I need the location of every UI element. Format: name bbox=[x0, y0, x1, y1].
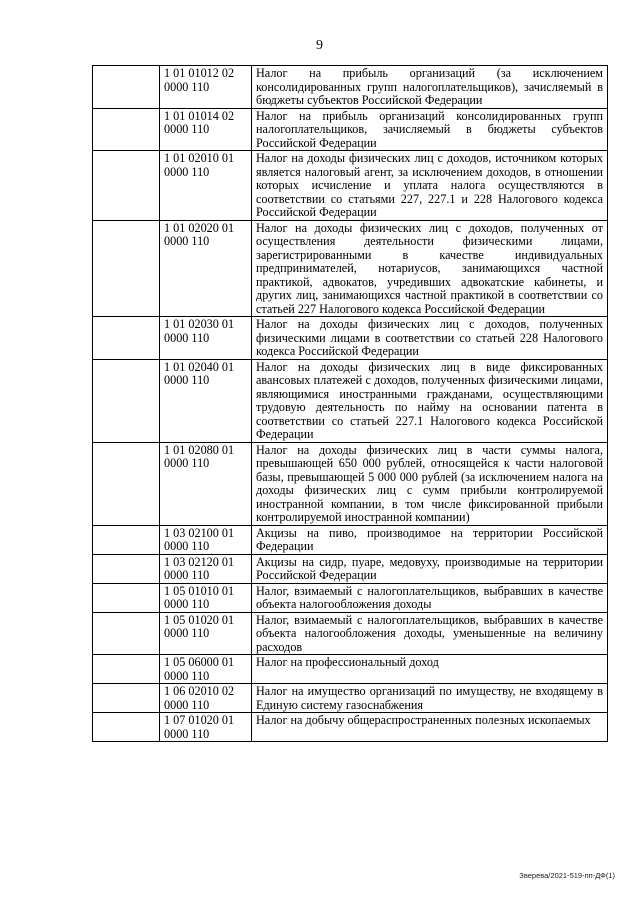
empty-cell bbox=[93, 359, 160, 442]
table-row bbox=[93, 655, 608, 684]
revenue-description-cell: Налог на имущество организаций по имуществу, не входящему в Единую систему газоснабжения bbox=[252, 684, 608, 713]
revenue-code-cell: 1 01 01014 02 0000 110 bbox=[160, 108, 252, 151]
empty-cell bbox=[93, 442, 160, 525]
empty-cell bbox=[93, 655, 160, 684]
revenue-description-cell: Акцизы на пиво, производимое на территории Российской Федерации bbox=[252, 525, 608, 554]
table-row bbox=[93, 108, 608, 151]
table-row bbox=[93, 554, 608, 583]
table-row bbox=[93, 442, 608, 525]
table-row bbox=[93, 317, 608, 360]
revenue-description-cell: Налог, взимаемый с налогоплательщиков, выбравших в качестве объекта налогообложения доходы, уменьшенные на величину расходов bbox=[252, 612, 608, 655]
revenue-code-cell: 1 01 02010 01 0000 110 bbox=[160, 151, 252, 221]
revenue-description-cell: Налог на доходы физических лиц с доходов, источником которых является налоговый агент, за исключением доходов, в отношении которых исчисление и уплата налога осуществляются в соответствии со статьями 227, 227.1 и 228 Налогового кодекса Российской Федерации bbox=[252, 151, 608, 221]
empty-cell bbox=[93, 583, 160, 612]
table-row bbox=[93, 684, 608, 713]
revenue-description-cell: Налог на профессиональный доход bbox=[252, 655, 608, 684]
table-row bbox=[93, 66, 608, 109]
revenue-code-cell: 1 05 01020 01 0000 110 bbox=[160, 612, 252, 655]
table-row bbox=[93, 220, 608, 317]
revenue-code-cell: 1 05 01010 01 0000 110 bbox=[160, 583, 252, 612]
table-row bbox=[93, 583, 608, 612]
revenue-code-cell: 1 06 02010 02 0000 110 bbox=[160, 684, 252, 713]
empty-cell bbox=[93, 108, 160, 151]
table-row bbox=[93, 151, 608, 221]
empty-cell bbox=[93, 554, 160, 583]
revenue-description-cell: Налог на доходы физических лиц в части суммы налога, превышающей 650 000 рублей, относящейся к части налоговой базы, превышающей 5 000 000 рублей (за исключением налога на доходы физических лиц с сумм прибыли контролируемой иностранной компании, в том числе фиксированной прибыли контролируемой иностранной компании) bbox=[252, 442, 608, 525]
table-row bbox=[93, 359, 608, 442]
revenue-code-cell: 1 01 02080 01 0000 110 bbox=[160, 442, 252, 525]
revenue-description-cell: Налог на доходы физических лиц с доходов, полученных физическими лицами в соответствии со статьей 228 Налогового кодекса Российской Федерации bbox=[252, 317, 608, 360]
revenue-description-cell: Налог, взимаемый с налогоплательщиков, выбравших в качестве объекта налогообложения доходы bbox=[252, 583, 608, 612]
revenue-codes-table bbox=[92, 65, 608, 742]
revenue-code-cell: 1 01 02040 01 0000 110 bbox=[160, 359, 252, 442]
revenue-description-cell: Налог на доходы физических лиц в виде фиксированных авансовых платежей с доходов, полученных физическими лицами, являющимися иностранными гражданами, осуществляющими трудовую деятельность по найму на основании патента в соответствии со статьей 227.1 Налогового кодекса Российской Федерации bbox=[252, 359, 608, 442]
revenue-description-cell: Налог на добычу общераспространенных полезных ископаемых bbox=[252, 713, 608, 742]
revenue-code-cell: 1 03 02100 01 0000 110 bbox=[160, 525, 252, 554]
revenue-code-cell: 1 03 02120 01 0000 110 bbox=[160, 554, 252, 583]
table-row bbox=[93, 612, 608, 655]
revenue-description-cell: Налог на доходы физических лиц с доходов, полученных от осуществления деятельности физическими лицами, зарегистрированными в качестве индивидуальных предпринимателей, нотариусов, занимающихся частной практикой, адвокатов, учредивших адвокатские кабинеты, и других лиц, занимающихся частной практикой в соответствии со статьей 227 Налогового кодекса Российской Федерации bbox=[252, 220, 608, 317]
revenue-code-cell: 1 01 02020 01 0000 110 bbox=[160, 220, 252, 317]
revenue-description-cell: Налог на прибыль организаций консолидированных групп налогоплательщиков, зачисляемый в бюджеты субъектов Российской Федерации bbox=[252, 108, 608, 151]
revenue-description-cell: Налог на прибыль организаций (за исключением консолидированных групп налогоплательщиков), зачисляемый в бюджеты субъектов Российской Федерации bbox=[252, 66, 608, 109]
table-body bbox=[93, 66, 608, 742]
document-footer-id: Зверева/2021-519-пп-ДФ(1) bbox=[519, 871, 615, 880]
revenue-description-cell: Акцизы на сидр, пуаре, медовуху, производимые на территории Российской Федерации bbox=[252, 554, 608, 583]
empty-cell bbox=[93, 713, 160, 742]
revenue-code-cell: 1 07 01020 01 0000 110 bbox=[160, 713, 252, 742]
empty-cell bbox=[93, 612, 160, 655]
empty-cell bbox=[93, 151, 160, 221]
empty-cell bbox=[93, 220, 160, 317]
revenue-code-cell: 1 01 02030 01 0000 110 bbox=[160, 317, 252, 360]
empty-cell bbox=[93, 525, 160, 554]
table-row bbox=[93, 713, 608, 742]
table-row bbox=[93, 525, 608, 554]
page-number: 9 bbox=[316, 38, 323, 53]
revenue-code-cell: 1 01 01012 02 0000 110 bbox=[160, 66, 252, 109]
empty-cell bbox=[93, 684, 160, 713]
empty-cell bbox=[93, 317, 160, 360]
revenue-code-cell: 1 05 06000 01 0000 110 bbox=[160, 655, 252, 684]
empty-cell bbox=[93, 66, 160, 109]
